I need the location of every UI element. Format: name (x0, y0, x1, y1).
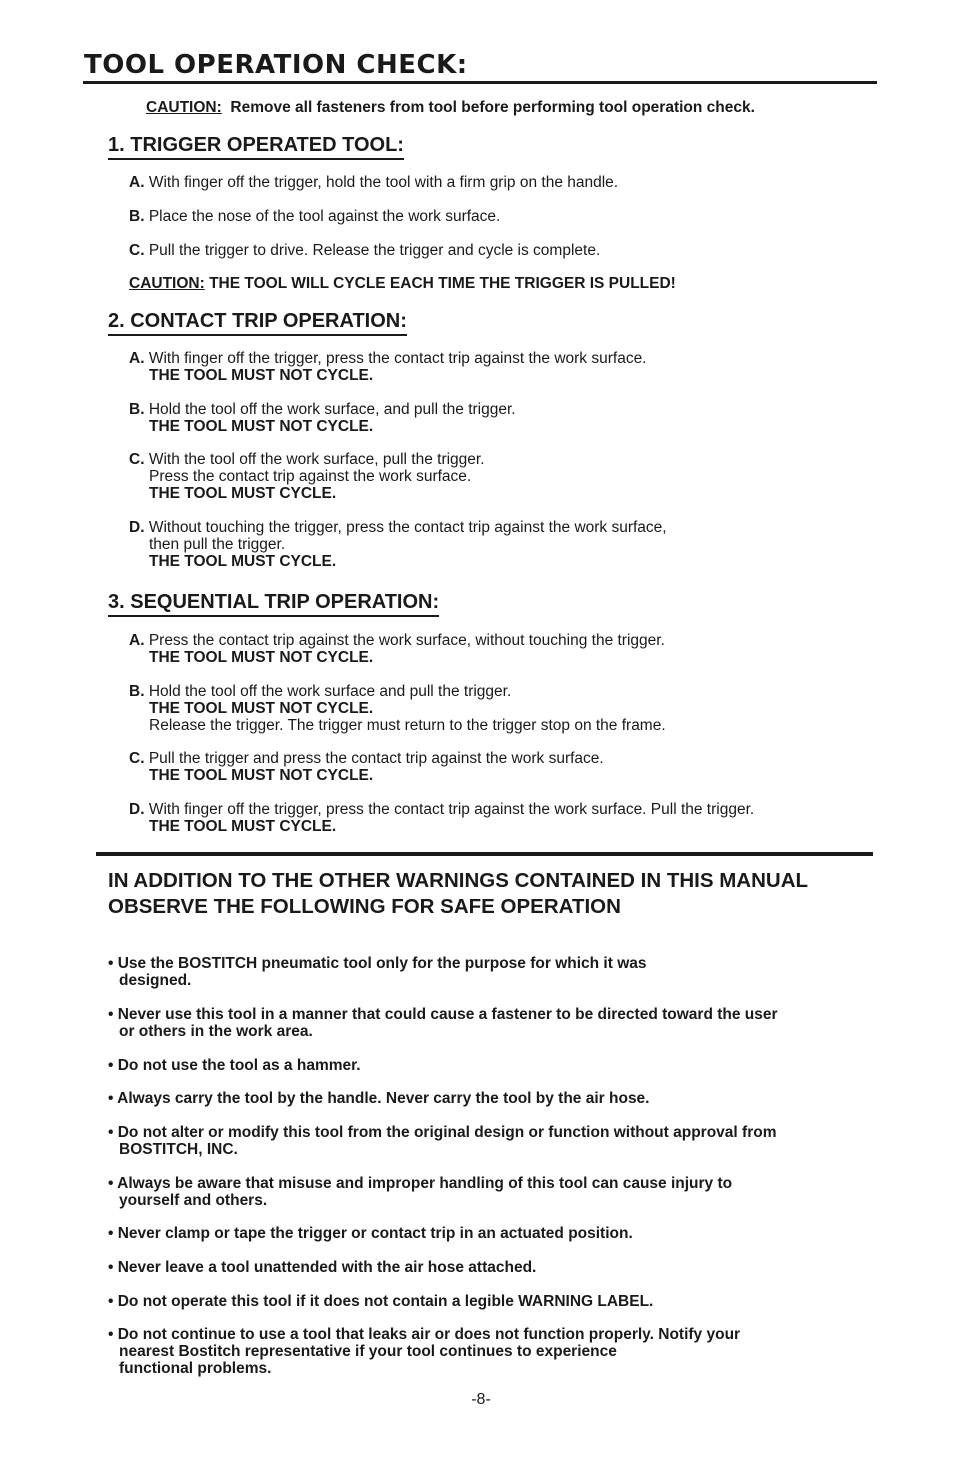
section-divider (96, 852, 873, 856)
warning-item: • Do not alter or modify this tool from the original design or function without approval from BOSTITCH, INC. (108, 1124, 777, 1158)
step-result: THE TOOL MUST NOT CYCLE. (149, 700, 374, 717)
step-1b: B. Place the nose of the tool against the work surface. (129, 208, 501, 225)
step-3c: C. Pull the trigger and press the contact trip against the work surface. THE TOOL MUST NOT CYCLE. (129, 750, 604, 784)
warning-item: • Use the BOSTITCH pneumatic tool only for the purpose for which it was designed. (108, 955, 647, 989)
warning-item: • Do not operate this tool if it does not contain a legible WARNING LABEL. (108, 1293, 654, 1310)
caution-top-label: CAUTION: (146, 99, 222, 116)
step-3b: B. Hold the tool off the work surface and pull the trigger. THE TOOL MUST NOT CYCLE. Release the trigger. The trigger must return to the trigger stop on the frame. (129, 683, 666, 734)
caution-top-text: Remove all fasteners from tool before performing tool operation check. (230, 99, 755, 116)
step-2a: A. With finger off the trigger, press the contact trip against the work surface. THE TOOL MUST NOT CYCLE. (129, 350, 647, 384)
step-result: THE TOOL MUST NOT CYCLE. (149, 418, 374, 435)
step-3d: D. With finger off the trigger, press the contact trip against the work surface. Pull the trigger. THE TOOL MUST CYCLE. (129, 801, 755, 835)
warning-item: • Do not use the tool as a hammer. (108, 1057, 361, 1074)
caution-trigger (129, 275, 676, 293)
step-1c: C. Pull the trigger to drive. Release the trigger and cycle is complete. (129, 242, 601, 259)
section-heading: 1. TRIGGER OPERATED TOOL: (108, 133, 404, 160)
step-2c: C. With the tool off the work surface, pull the trigger. Press the contact trip against the work surface. THE TOOL MUST CYCLE. (129, 451, 485, 502)
step-3a: A. Press the contact trip against the work surface, without touching the trigger. THE TOOL MUST NOT CYCLE. (129, 632, 665, 666)
warnings-heading: IN ADDITION TO THE OTHER WARNINGS CONTAINED IN THIS MANUAL OBSERVE THE FOLLOWING FOR SAFE OPERATION (108, 869, 809, 918)
warning-item: • Never use this tool in a manner that could cause a fastener to be directed toward the user or others in the work area. (108, 1006, 778, 1040)
page-title: TOOL OPERATION CHECK: (84, 50, 468, 80)
step-result: THE TOOL MUST CYCLE. (149, 818, 337, 835)
step-result: THE TOOL MUST NOT CYCLE. (149, 367, 374, 384)
step-1a: A. With finger off the trigger, hold the tool with a firm grip on the handle. (129, 174, 619, 191)
step-2d: D. Without touching the trigger, press the contact trip against the work surface, then pull the trigger. THE TOOL MUST CYCLE. (129, 519, 667, 570)
title-rule (83, 81, 877, 84)
warning-item: • Never clamp or tape the trigger or contact trip in an actuated position. (108, 1225, 633, 1242)
warning-item: • Always be aware that misuse and improper handling of this tool can cause injury to yourself and others. (108, 1175, 733, 1209)
caution-trigger-text: THE TOOL WILL CYCLE EACH TIME THE TRIGGER IS PULLED! (209, 275, 676, 292)
warning-item: • Never leave a tool unattended with the air hose attached. (108, 1259, 537, 1276)
section-sequential-trip (108, 590, 439, 617)
section-heading: 2. CONTACT TRIP OPERATION: (108, 309, 407, 336)
section-heading: 3. SEQUENTIAL TRIP OPERATION: (108, 590, 439, 617)
section-contact-trip (108, 309, 407, 336)
section-trigger-operated (108, 133, 404, 160)
step-result: THE TOOL MUST NOT CYCLE. (149, 649, 374, 666)
step-2b: B. Hold the tool off the work surface, and pull the trigger. THE TOOL MUST NOT CYCLE. (129, 401, 516, 435)
page-number: -8- (471, 1391, 491, 1408)
warning-item: • Always carry the tool by the handle. Never carry the tool by the air hose. (108, 1090, 650, 1107)
step-result: THE TOOL MUST CYCLE. (149, 485, 337, 502)
caution-trigger-label: CAUTION: (129, 275, 205, 292)
warning-item: • Do not continue to use a tool that leaks air or does not function properly. Notify your nearest Bostitch representative if your tool continues to experience functional problems. (108, 1326, 741, 1377)
step-result: THE TOOL MUST CYCLE. (149, 553, 337, 570)
step-result: THE TOOL MUST NOT CYCLE. (149, 767, 374, 784)
caution-top (146, 99, 755, 117)
